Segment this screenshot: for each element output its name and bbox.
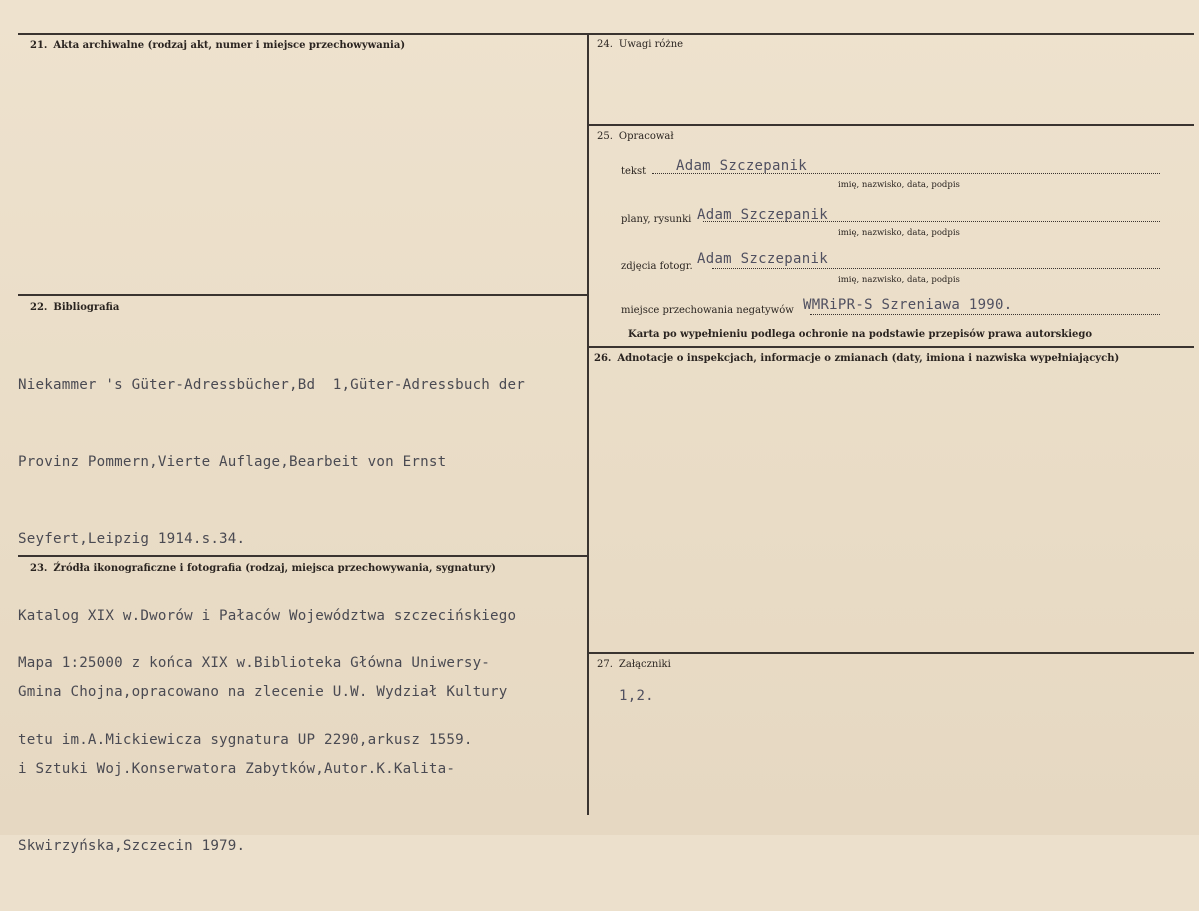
iconography-text [18, 600, 490, 805]
section-21-label: 21. Akta archiwalne (rodzaj akt, numer i miejsce przechowywania) [30, 40, 406, 51]
top-border [18, 33, 1194, 35]
bibliography-line: i Sztuki Woj.Konserwatora Zabytków,Autor.K.Kalita- [18, 761, 456, 778]
section-24-label: 24. Uwagi różne [597, 39, 684, 50]
tekst-value: Adam Szczepanik [676, 158, 807, 174]
bibliography-line: Seyfert,Leipzig 1914.s.34. [18, 530, 246, 547]
copyright-notice: Karta po wypełnieniu podlega ochronie na podstawie przepisów prawa autorskiego [628, 329, 1093, 340]
section-27-label: 27. Załączniki [597, 659, 671, 670]
divider-26-27 [588, 652, 1194, 654]
section-23-label: 23. Źródła ikonograficzne i fotografia (rodzaj, miejsca przechowywania, sygnatury) [30, 563, 496, 574]
negatywy-label: miejsce przechowania negatywów [621, 305, 794, 316]
divider-24-25 [588, 124, 1194, 126]
zdjecia-value: Adam Szczepanik [697, 251, 828, 267]
zdjecia-line [712, 268, 1160, 269]
attachments-value: 1,2. [619, 688, 654, 704]
bibliography-line: Katalog XIX w.Dworów i Pałaców Województwa szczecińskiego [18, 607, 517, 624]
bibliography-line: Niekammer 's Güter-Adressbücher,Bd 1,Güter-Adressbuch der [18, 377, 526, 394]
divider-21-22 [18, 294, 588, 296]
section-25-label: 25. Opracował [597, 131, 674, 142]
zdjecia-label: zdjęcia fotogr. [621, 261, 693, 272]
section-26-label: 26. Adnotacje o inspekcjach, informacje o zmianach (daty, imiona i nazwiska wypełniających) [594, 353, 1120, 364]
bibliography-line: Skwirzyńska,Szczecin 1979. [18, 837, 246, 854]
tekst-line [652, 173, 1160, 174]
plany-label: plany, rysunki [621, 214, 692, 225]
zdjecia-caption: imię, nazwisko, data, podpis [838, 275, 960, 285]
plany-value: Adam Szczepanik [697, 207, 828, 223]
center-divider [587, 33, 589, 815]
plany-line [703, 221, 1160, 222]
bibliography-line: Gmina Chojna,opracowano na zlecenie U.W. Wydział Kultury [18, 684, 508, 701]
tekst-label: tekst [621, 166, 647, 177]
negatywy-line [810, 314, 1160, 315]
tekst-caption: imię, nazwisko, data, podpis [838, 180, 960, 190]
iconography-line: tetu im.A.Mickiewicza sygnatura UP 2290,arkusz 1559. [18, 731, 473, 748]
plany-caption: imię, nazwisko, data, podpis [838, 228, 960, 238]
iconography-line: Mapa 1:25000 z końca XIX w.Biblioteka Główna Uniwersy- [18, 655, 491, 672]
section-22-label: 22. Bibliografia [30, 302, 120, 313]
divider-25-26 [588, 346, 1194, 348]
negatywy-value: WMRiPR-S Szreniawa 1990. [803, 297, 1013, 313]
bibliography-line: Provinz Pommern,Vierte Auflage,Bearbeit von Ernst [18, 453, 447, 470]
